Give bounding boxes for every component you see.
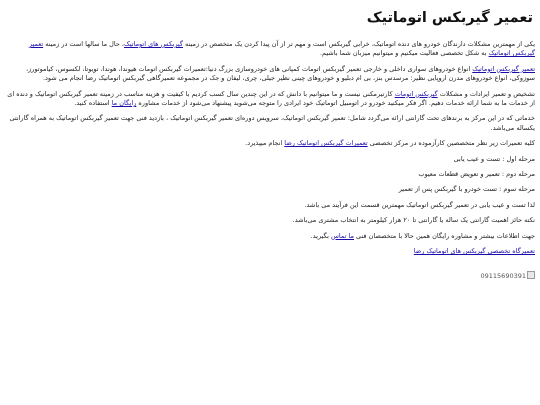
specialists-paragraph bbox=[5, 139, 535, 148]
testing-note: لذا تست و عیب یابی در تعمیر گیربکس اتوماتیک مهمترین قسمت این فرآیند می باشد. bbox=[304, 200, 535, 209]
contact-text-2: بگیرید. bbox=[310, 231, 331, 240]
contact-text-1: جهت اطلاعات بیشتر و مشاوره رایگان همین حالا با متخصصان فنی bbox=[353, 231, 535, 240]
automatic-gearboxes-link[interactable]: گیربکس های اتوماتیک bbox=[124, 40, 183, 48]
diagnosis-paragraph bbox=[5, 90, 535, 109]
reza-repairs-link[interactable]: تعمیرات گیربکس اتوماتیک رضا bbox=[284, 139, 368, 148]
contact-us-link[interactable]: ما تماس bbox=[330, 231, 354, 240]
intro-text-1: یکی از مهمترین مشکلات دارندگان خودرو های دنده اتوماتیک، خرابی گیربکس است و مهم تر از آن پیدا کردن یک متخصص در زمینه bbox=[182, 40, 535, 48]
reza-workshop-link[interactable]: تعمیرگاه تخصصی گیربکس های اتوماتیک رضا bbox=[413, 247, 535, 256]
specialists-text-2: انجام میپذیرد. bbox=[245, 139, 285, 148]
diagnosis-text-1: تشخیص و تعمیر ایرادات و مشکلات bbox=[437, 89, 535, 98]
step-three: مرحله سوم : تست خودرو با گیربکس پس از تعمیر bbox=[398, 185, 535, 194]
gearbox-repair-link[interactable]: تعمیر گیربکس اتوماتیک bbox=[28, 40, 535, 58]
intro-text-3: به شکل تخصصی فعالیت میکنیم و میتوانیم میزبان شما باشیم. bbox=[319, 49, 489, 58]
warranty-note: نکته حائز اهمیت گارانتی یک ساله یا گارانتی تا ۲۰ هزار کیلومتر به انتخاب مشتری می‌باشد. bbox=[292, 216, 535, 225]
diagnosis-text-3: استفاده کنید. bbox=[74, 99, 112, 108]
brands-text: انواع خودروهای سواری داخلی و خارجی تعمیر گیربکس اتومات کمپانی های خودروسازی بزرگ دنیا:تعمیرات گیربکس اتومات هیوندا، هوندا، تویوتا، لکسوس، کیاموتورز، سوزوکی، انواع خودروهای مدرن اروپایی نظیر: مرسدس بنز، بی ام دبلیو و خودروهای چینی نظیر جیلی، چری، لیفان و جک در مجموعه تعمیرگاهی گیربکس اتوماتیک رضا انجام می شود. bbox=[26, 64, 535, 83]
free-consultation-link[interactable]: رایگان ما bbox=[111, 99, 137, 108]
intro-text-2: ، حال ما سالها است در زمینه bbox=[43, 40, 124, 48]
page-title: تعمیر گیربکس اتوماتیک bbox=[366, 10, 533, 26]
intro-paragraph bbox=[5, 40, 535, 59]
gearbox-repair-brands-link[interactable]: تعمیر گیربکس اتوماتیک bbox=[472, 64, 535, 73]
phone-image bbox=[481, 271, 536, 280]
step-one: مرحله اول : تست و عیب یابی bbox=[453, 154, 535, 163]
phone-image-alt: 09115690391 bbox=[480, 271, 526, 280]
footer-paragraph bbox=[5, 247, 535, 256]
contact-paragraph bbox=[5, 232, 535, 241]
services-paragraph: خدماتی که در این مرکز به برندهای تحت گارانتی ارائه می‌گردد شامل: تعمیر گیربکس اتوماتیک، سرویس دوره‌ای تعمیر گیربکس اتوماتیک ، بازدید فنی جهت تعمیر گیربکس اتوماتیک به همراه گارانتی یکساله می‌باشد. bbox=[9, 114, 535, 132]
brands-paragraph bbox=[5, 65, 535, 84]
step-two: مرحله دوم : تعمیر و تعویض قطعات معیوب bbox=[418, 170, 535, 179]
broken-image-icon bbox=[527, 271, 535, 279]
automatic-gearbox-link[interactable]: گیربکس اتومات bbox=[394, 89, 438, 98]
diagnosis-text-2: کارتیرمکنی نیست و ما میتوانیم با دانش که در این چندین سال کسب کردیم با کیفیت و هزینه مناسب در زمینه تعمیر گیربکس اتوماتیک و دنده ای از خدمات ما به شما ارائه خدمات دهیم. اگر فکر میکنید خودرو در اتومبیل اتوماتیک خود ایرادی را متوجه می‌شوید پیشنهاد می‌شود از خدمات مشاوره bbox=[7, 89, 535, 108]
specialists-text-1: کلیه تعمیرات زیر نظر متخصصین کارآزموده در مرکز تخصصی bbox=[367, 139, 535, 148]
